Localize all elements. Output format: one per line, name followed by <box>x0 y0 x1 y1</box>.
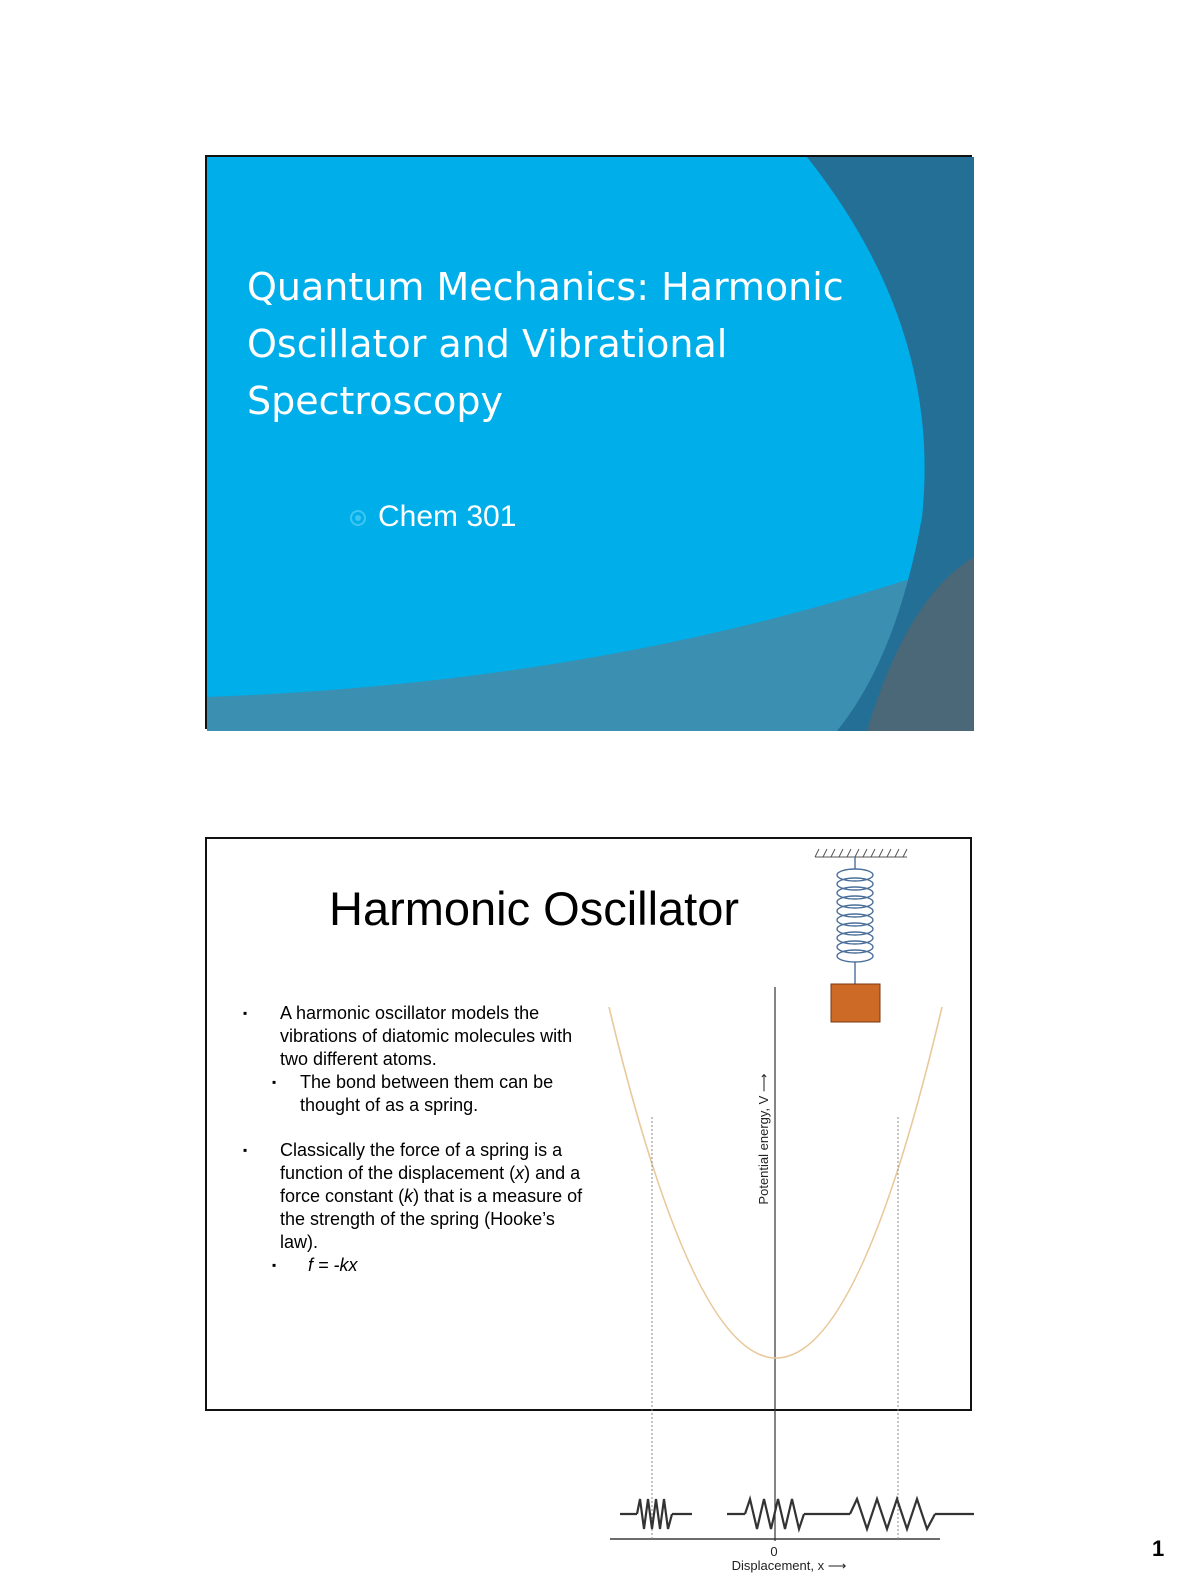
compressed-spring-icon <box>620 1499 692 1529</box>
y-axis-label: Potential energy, V ⟶ <box>756 1073 771 1205</box>
sub-bullet-text: The bond between them can be thought of as a spring. <box>300 1072 554 1115</box>
bullet-text: A harmonic oscillator models the vibrations of diatomic molecules with two different atoms. <box>280 1003 573 1069</box>
harmonic-oscillator-diagram <box>207 839 974 1573</box>
title-slide <box>205 155 972 729</box>
equation-f: f <box>308 1255 314 1275</box>
mass-block <box>831 984 880 1022</box>
ceiling-hatch-icon <box>815 849 907 857</box>
subtitle-text: Chem 301 <box>378 500 517 533</box>
hanging-spring-icon <box>837 857 873 984</box>
equation-mid: = - <box>313 1255 340 1275</box>
origin-label: 0 <box>770 1544 778 1559</box>
x-axis-label: Displacement, x ⟶ <box>731 1558 847 1573</box>
variable-k: k <box>404 1186 414 1206</box>
equation-kx: kx <box>339 1255 358 1275</box>
bullet-icon: ▪ <box>272 1075 277 1089</box>
bullet-icon: ▪ <box>272 1258 277 1272</box>
equilibrium-spring-icon <box>727 1499 832 1529</box>
harmonic-oscillator-slide <box>205 837 972 1573</box>
slide-title: Harmonic Oscillator <box>329 882 740 935</box>
slide-title: Quantum Mechanics: Harmonic Oscillator and Vibrational Spectroscopy <box>247 265 844 423</box>
bullet-icon: ▪ <box>243 1143 248 1157</box>
stretched-spring-icon <box>832 1499 974 1529</box>
bullet-text-part: ) and a force constant ( <box>280 1163 581 1206</box>
bullet-text-part: Classically the force of a spring is a function of the displacement ( <box>280 1140 563 1183</box>
page-number: 1 <box>1152 1536 1165 1561</box>
circle-bullet-icon <box>350 510 366 526</box>
bullet-icon: ▪ <box>243 1006 248 1020</box>
slide-background-shapes <box>207 157 974 731</box>
subtitle-row <box>350 500 516 534</box>
bullet-text-part: ) that is a measure of the strength of the spring (Hooke’s law). <box>280 1186 583 1252</box>
variable-x: x <box>515 1163 525 1183</box>
